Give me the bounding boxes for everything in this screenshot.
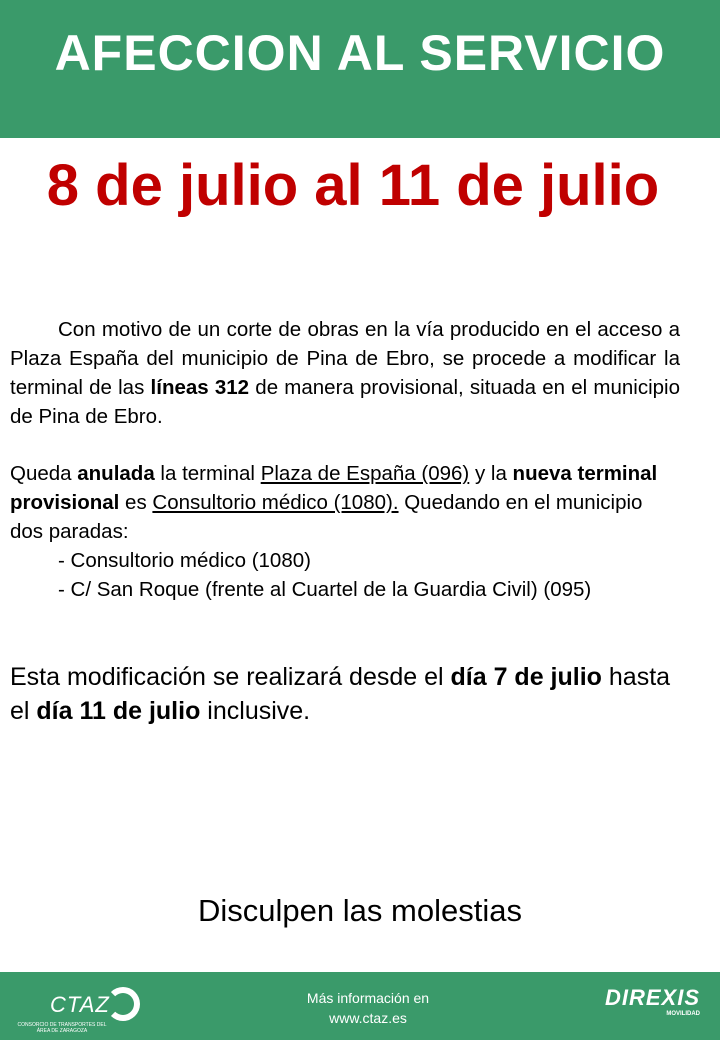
text-span: Queda: [10, 462, 78, 485]
text-span: inclusive.: [200, 697, 311, 725]
new-terminal: Consultorio médico (1080).: [152, 491, 399, 514]
ctaz-logo-text: CTAZ: [50, 992, 110, 1017]
end-date: día 11 de julio: [36, 697, 201, 725]
direxis-subtitle: MOVILIDAD: [666, 1011, 700, 1017]
ctaz-logo: [14, 980, 134, 1036]
list-item: - C/ San Roque (frente al Cuartel de la Guardia Civil) (095): [58, 578, 592, 601]
paragraph-reason: [10, 315, 680, 431]
date-range: 8 de julio al 11 de julio: [46, 153, 660, 218]
footer-bar: [0, 972, 720, 1040]
list-item: - Consultorio médico (1080): [58, 549, 311, 572]
text-span: hasta el: [10, 663, 671, 725]
stops-list: [58, 546, 591, 604]
direxis-logo: [590, 986, 700, 1018]
ctaz-subtitle: CONSORCIO DE TRANSPORTES DEL ÁREA DE ZARAGOZA: [17, 1022, 107, 1034]
lines-label: líneas 312: [150, 376, 250, 399]
more-info-label: Más información en: [306, 990, 430, 1006]
paragraph-terminal: [10, 459, 680, 546]
text-span: es: [119, 491, 153, 514]
start-date: día 7 de julio: [450, 663, 602, 691]
text-span: y la: [469, 462, 513, 485]
new-terminal-label: nueva terminal provisional: [10, 462, 658, 514]
page-title: AFECCION AL SERVICIO: [54, 25, 666, 81]
ctaz-ring-icon: [106, 987, 140, 1021]
header-banner: [0, 0, 720, 138]
more-info: [260, 988, 476, 1028]
paragraph-dates: [10, 660, 690, 728]
text-span: Quedando en el municipio dos paradas:: [10, 491, 643, 543]
cancelled-label: anulada: [77, 462, 155, 485]
text-span: la terminal: [154, 462, 261, 485]
text-span: de manera provisional, situada en el municipio de Pina de Ebro.: [10, 376, 680, 428]
website-link[interactable]: www.ctaz.es: [329, 1010, 407, 1026]
direxis-logo-text: DIREXIS: [604, 985, 700, 1010]
text-span: Esta modificación se realizará desde el: [10, 663, 451, 691]
text-span: Con motivo de un corte de obras en la vía producido en el acceso a Plaza España del municipio de Pina de Ebro, se procede a modificar la terminal de las: [10, 318, 680, 399]
closing-text: Disculpen las molestias: [198, 893, 522, 928]
old-terminal: Plaza de España (096): [260, 462, 470, 485]
